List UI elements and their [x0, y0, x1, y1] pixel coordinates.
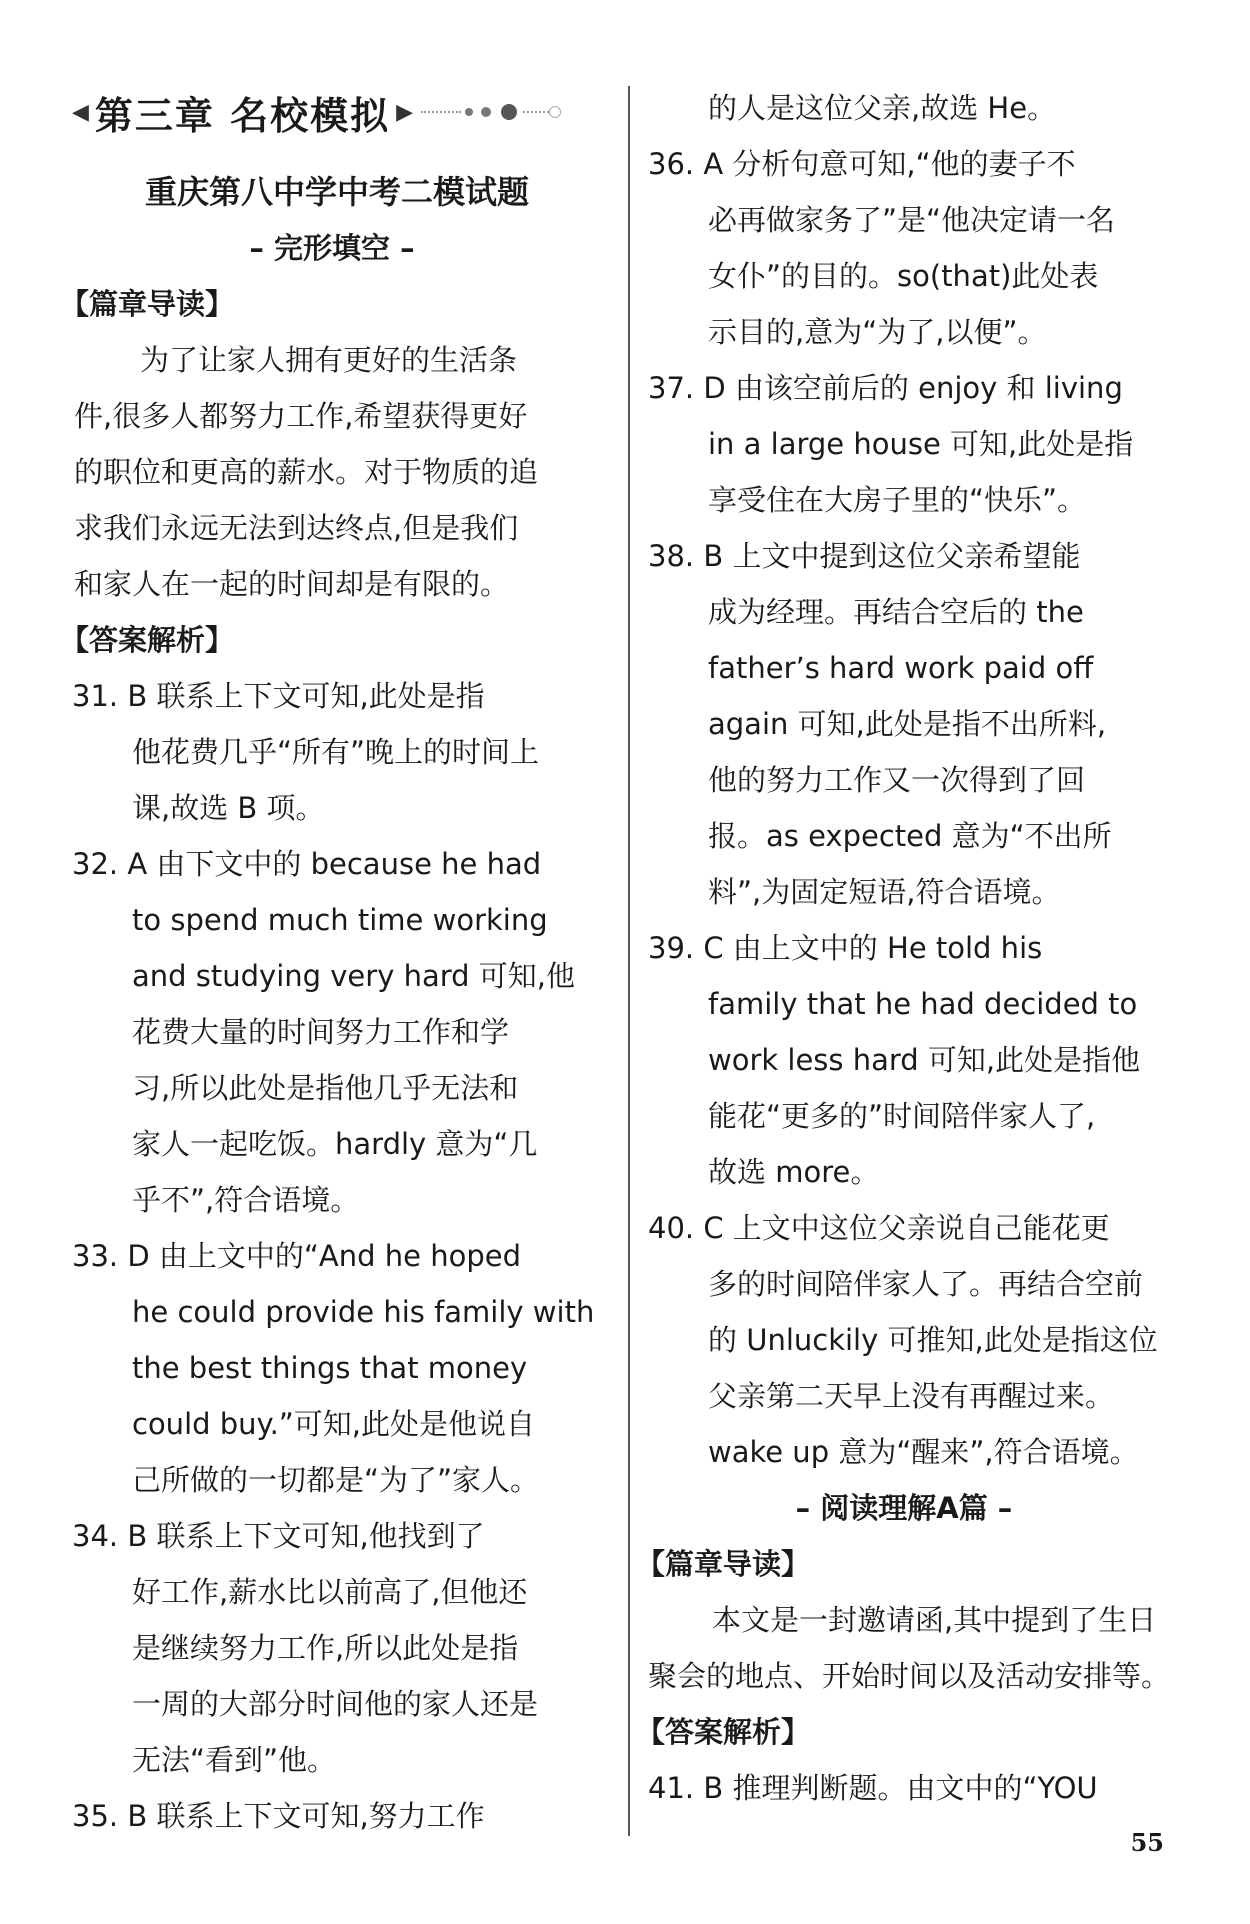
page-number: 55 — [1130, 1828, 1164, 1857]
test-title: 重庆第八中学中考二模试题 — [144, 173, 529, 211]
guide-line: 和家人在一起的时间却是有限的。 — [74, 567, 510, 601]
guide-line: 为了让家人拥有更好的生活条 — [140, 343, 518, 377]
answer-line: 的 Unluckily 可推知,此处是指这位 — [708, 1323, 1158, 1357]
column-divider — [628, 86, 630, 1836]
answer-line: 他的努力工作又一次得到了回 — [708, 763, 1086, 797]
chapter-title: 第三章 名校模拟 — [94, 93, 391, 138]
answer-line: 31. B 联系上下文可知,此处是指 — [72, 679, 485, 713]
left-triangle-icon: ◀ — [72, 99, 89, 125]
answer-line: 习,所以此处是指他几乎无法和 — [132, 1071, 519, 1105]
answer-line: and studying very hard 可知,他 — [132, 959, 575, 993]
answer-line: 课,故选 B 项。 — [132, 791, 325, 825]
reading-guide-line: 本文是一封邀请函,其中提到了生日 — [712, 1603, 1157, 1637]
answer-line: 无法“看到”他。 — [132, 1743, 337, 1777]
answer-line: 故选 more。 — [708, 1155, 880, 1189]
answer-line: 多的时间陪伴家人了。再结合空前 — [708, 1267, 1144, 1301]
answer-line: 花费大量的时间努力工作和学 — [132, 1015, 510, 1049]
answer-line: he could provide his family with — [132, 1295, 595, 1329]
answer-line: 父亲第二天早上没有再醒过来。 — [708, 1379, 1115, 1413]
answer-line: could buy.”可知,此处是他说自 — [132, 1407, 536, 1441]
answer-line: 女仆”的目的。so(that)此处表 — [708, 259, 1099, 293]
answer-line: family that he had decided to — [708, 987, 1138, 1021]
section-cloze-heading: – 完形填空 – — [249, 231, 415, 265]
answer-line: to spend much time working — [132, 903, 548, 937]
answer-line: again 可知,此处是指不出所料, — [708, 707, 1107, 741]
answer-line: 37. D 由该空前后的 enjoy 和 living — [648, 371, 1123, 405]
answer-line: 他花费几乎“所有”晚上的时间上 — [132, 735, 540, 769]
reading-guide-label: 【篇章导读】 — [636, 1547, 811, 1581]
reading-guide-line: 聚会的地点、开始时间以及活动安排等。 — [648, 1659, 1171, 1693]
answer-line: 享受住在大房子里的“快乐”。 — [708, 483, 1087, 517]
answer-line: 38. B 上文中提到这位父亲希望能 — [648, 539, 1081, 573]
answer-line: 必再做家务了”是“他决定请一名 — [708, 203, 1116, 237]
answer-line: 一周的大部分时间他的家人还是 — [132, 1687, 539, 1721]
answer-line: 35. B 联系上下文可知,努力工作 — [72, 1799, 485, 1833]
guide-label: 【篇章导读】 — [60, 287, 235, 321]
answer-line: 是继续努力工作,所以此处是指 — [132, 1631, 519, 1665]
guide-line: 求我们永远无法到达终点,但是我们 — [74, 511, 519, 545]
answer-line: in a large house 可知,此处是指 — [708, 427, 1134, 461]
answer-line: 好工作,薪水比以前高了,但他还 — [132, 1575, 528, 1609]
guide-line: 的职位和更高的薪水。对于物质的追 — [74, 455, 539, 489]
answer-line: 报。as expected 意为“不出所 — [708, 819, 1112, 853]
answer-line: 36. A 分析句意可知,“他的妻子不 — [648, 147, 1076, 181]
answer-line: 示目的,意为“为了,以便”。 — [708, 315, 1047, 349]
guide-line: 件,很多人都努力工作,希望获得更好 — [74, 399, 528, 433]
answer-line: 家人一起吃饭。hardly 意为“几 — [132, 1127, 538, 1161]
answer-line: 成为经理。再结合空后的 the — [708, 595, 1084, 629]
decorative-dots-icon — [421, 104, 561, 120]
answer-line: 能花“更多的”时间陪伴家人了, — [708, 1099, 1096, 1133]
answer-line: 40. C 上文中这位父亲说自己能花更 — [648, 1211, 1110, 1245]
answer-line: 33. D 由上文中的“And he hoped — [72, 1239, 521, 1273]
section-reading-heading: – 阅读理解A篇 – — [795, 1491, 1013, 1525]
chapter-header — [72, 84, 561, 140]
answer-line: 己所做的一切都是“为了”家人。 — [132, 1463, 540, 1497]
answer-line: 41. B 推理判断题。由文中的“YOU — [648, 1771, 1098, 1805]
answer-line: 的人是这位父亲,故选 He。 — [708, 91, 1057, 125]
answer-line: work less hard 可知,此处是指他 — [708, 1043, 1141, 1077]
answer-line: 39. C 由上文中的 He told his — [648, 931, 1043, 965]
answer-line: 料”,为固定短语,符合语境。 — [708, 875, 1061, 909]
answer-line: father’s hard work paid off — [708, 651, 1094, 685]
answer-line: the best things that money — [132, 1351, 528, 1385]
reading-answer-label: 【答案解析】 — [636, 1715, 811, 1749]
answer-line: wake up 意为“醒来”,符合语境。 — [708, 1435, 1139, 1469]
answer-label: 【答案解析】 — [60, 623, 235, 657]
answer-line: 34. B 联系上下文可知,他找到了 — [72, 1519, 485, 1553]
right-triangle-icon: ▶ — [396, 99, 414, 125]
answer-line: 乎不”,符合语境。 — [132, 1183, 360, 1217]
answer-line: 32. A 由下文中的 because he had — [72, 847, 542, 881]
